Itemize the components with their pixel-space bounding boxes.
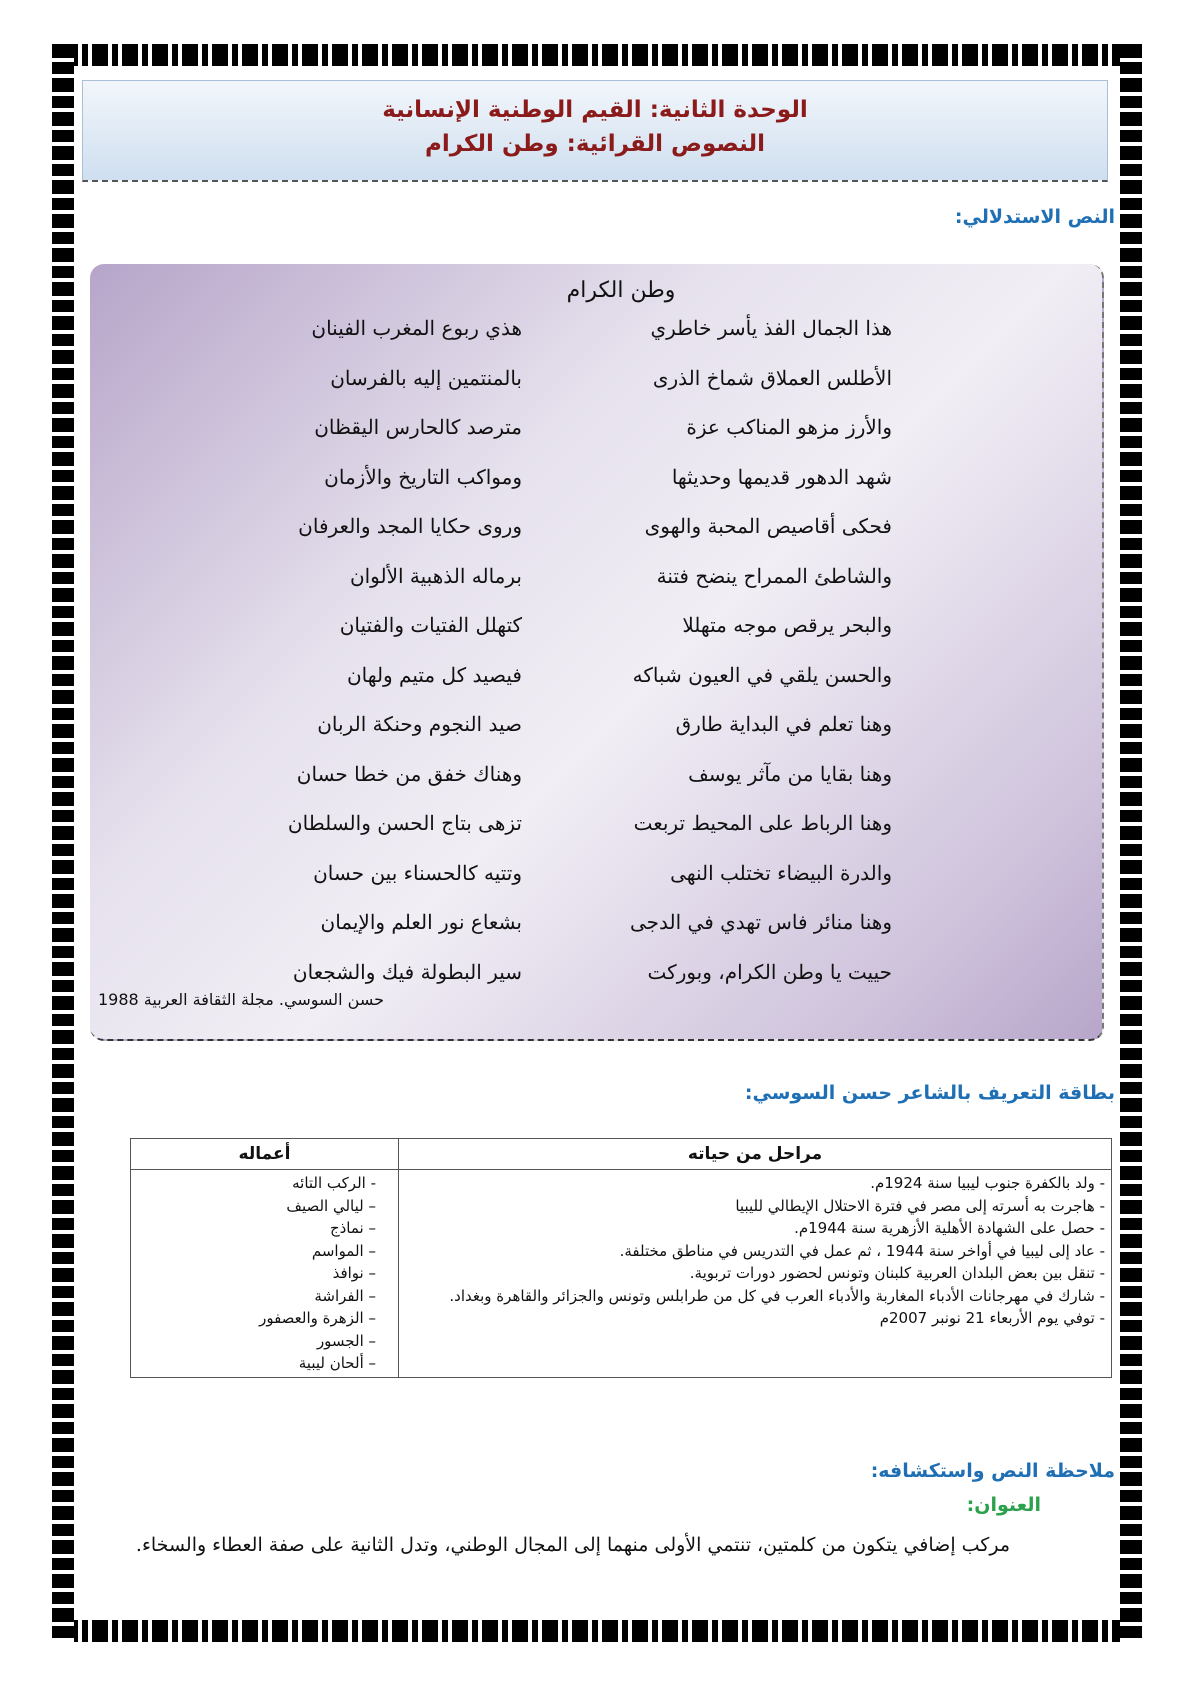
- verse-second-hemistich: وهناك خفق من خطا حسان: [296, 761, 522, 786]
- verse-first-hemistich: والأرز مزهو المناكب عزة: [686, 415, 892, 439]
- verse-second-hemistich: وروى حكايا المجد والعرفان: [298, 514, 522, 538]
- bio-life-item: - تنقل بين بعض البلدان العربية كلبنان وتونس لحضور دورات تربوية.: [689, 1264, 1105, 1282]
- verse-first-hemistich: فحكى أقاصيص المحبة والهوى: [644, 514, 892, 538]
- bio-work-item: – نوافذ: [332, 1264, 376, 1282]
- title-paragraph: مركب إضافي يتكون من كلمتين، تنتمي الأولى منهما إلى المجال الوطني، وتدل الثانية على صفة العطاء والسخاء.: [135, 1534, 1010, 1556]
- poem-verse: [132, 811, 892, 851]
- bio-life-item: - حصل على الشهادة الأهلية الأزهرية سنة 1944م.: [794, 1219, 1105, 1237]
- verse-first-hemistich: والبحر يرقص موجه متهللا: [682, 613, 892, 637]
- verse-second-hemistich: صيد النجوم وحنكة الربان: [317, 712, 522, 736]
- lesson-title: النصوص القرائية: وطن الكرام: [425, 131, 765, 157]
- bio-work-item: – الفراشة: [314, 1286, 376, 1305]
- bio-work-item: – الجسور: [316, 1331, 376, 1350]
- page-border-bottom: [52, 1620, 1142, 1642]
- poem-verse: [132, 663, 892, 703]
- bio-work-item: – المواسم: [311, 1241, 376, 1260]
- verse-second-hemistich: سير البطولة فيك والشجعان: [292, 959, 522, 984]
- verse-first-hemistich: وهنا تعلم في البداية طارق: [675, 712, 892, 736]
- bio-table: [130, 1138, 1112, 1378]
- verse-second-hemistich: كتهلل الفتيات والفتيان: [339, 613, 522, 637]
- bio-life-item: - هاجرت به أسرته إلى مصر في فترة الاحتلال الإيطالي لليبيا: [735, 1196, 1105, 1215]
- page-border-top: [52, 44, 1142, 66]
- title-subheading: العنوان:: [966, 1494, 1041, 1516]
- verse-second-hemistich: وتتيه كالحسناء بين حسان: [313, 860, 522, 885]
- verse-first-hemistich: وهنا منائر فاس تهدي في الدجى: [630, 910, 892, 934]
- poem-verse: [132, 465, 892, 505]
- verse-second-hemistich: برماله الذهبية الألوان: [349, 563, 522, 588]
- verse-second-hemistich: تزهى بتاج الحسن والسلطان: [287, 811, 522, 835]
- poem-verse: [132, 564, 892, 604]
- bio-life-item: - ولد بالكفرة جنوب ليبيا سنة 1924م.: [870, 1174, 1105, 1192]
- poem-verse: [132, 613, 892, 653]
- verse-first-hemistich: وهنا بقايا من مآثر يوسف: [688, 761, 892, 786]
- poem-verse: [132, 316, 892, 356]
- bio-works-cell: [131, 1170, 399, 1378]
- verse-first-hemistich: وهنا الرباط على المحيط تربعت: [633, 811, 892, 835]
- page-border-left: [52, 44, 74, 1642]
- bio-work-item: – الزهرة والعصفور: [259, 1309, 376, 1327]
- page-border-right: [1120, 44, 1142, 1642]
- bio-header-works: أعماله: [131, 1139, 399, 1170]
- bio-work-item: – ألحان ليبية: [298, 1354, 376, 1372]
- poem-verse: [132, 514, 892, 554]
- verse-first-hemistich: هذا الجمال الفذ يأسر خاطري: [650, 316, 892, 340]
- poem-title: وطن الكرام: [566, 278, 676, 303]
- poem-verse: [132, 366, 892, 406]
- verse-second-hemistich: هذي ربوع المغرب الفينان: [311, 316, 522, 340]
- bio-life-item: - توفي يوم الأربعاء 21 نونبر 2007م: [879, 1309, 1105, 1327]
- verse-second-hemistich: فيصيد كل متيم ولهان: [346, 662, 522, 687]
- bio-life-cell: [399, 1170, 1112, 1378]
- poem-verse: [132, 910, 892, 950]
- unit-header: [82, 80, 1108, 182]
- poem-verse: [132, 861, 892, 901]
- poem-verse: [132, 762, 892, 802]
- section-heading-bio: بطاقة التعريف بالشاعر حسن السوسي:: [744, 1082, 1115, 1104]
- verse-first-hemistich: شهد الدهور قديمها وحديثها: [671, 464, 892, 489]
- bio-header-life: مراحل من حياته: [399, 1139, 1112, 1170]
- verse-first-hemistich: الأطلس العملاق شماخ الذرى: [652, 365, 892, 390]
- poem-verse: [132, 415, 892, 455]
- section-heading-observation: ملاحظة النص واستكشافه:: [870, 1460, 1115, 1482]
- verse-second-hemistich: بالمنتمين إليه بالفرسان: [330, 365, 522, 390]
- bio-work-item: – ليالي الصيف: [286, 1196, 376, 1215]
- bio-life-item: - عاد إلى ليبيا في أواخر سنة 1944 ، ثم عمل في التدريس في مناطق مختلفة.: [619, 1241, 1105, 1260]
- verse-first-hemistich: والحسن يلقي في العيون شباكه: [632, 662, 892, 687]
- poem-verse: [132, 712, 892, 752]
- poem-box: [90, 264, 1104, 1041]
- bio-work-item: - الركب التائه: [292, 1174, 376, 1192]
- verse-first-hemistich: حييت يا وطن الكرام، وبوركت: [647, 959, 892, 984]
- unit-title: الوحدة الثانية: القيم الوطنية الإنسانية: [382, 97, 808, 123]
- poem-source: حسن السوسي. مجلة الثقافة العربية 1988: [98, 990, 385, 1009]
- section-heading-text: النص الاستدلالي:: [954, 206, 1115, 228]
- verse-second-hemistich: مترصد كالحارس اليقظان: [314, 415, 522, 439]
- verse-first-hemistich: والدرة البيضاء تختلب النهى: [670, 860, 892, 885]
- verse-second-hemistich: ومواكب التاريخ والأزمان: [324, 464, 522, 489]
- verse-second-hemistich: بشعاع نور العلم والإيمان: [320, 910, 522, 934]
- bio-work-item: – نماذج: [329, 1219, 376, 1237]
- bio-life-item: - شارك في مهرجانات الأدباء المغاربة والأدباء العرب في كل من طرابلس وتونس والجزائر والقاهرة وبغداد.: [449, 1286, 1105, 1305]
- verse-first-hemistich: والشاطئ الممراح ينضح فتنة: [656, 563, 892, 588]
